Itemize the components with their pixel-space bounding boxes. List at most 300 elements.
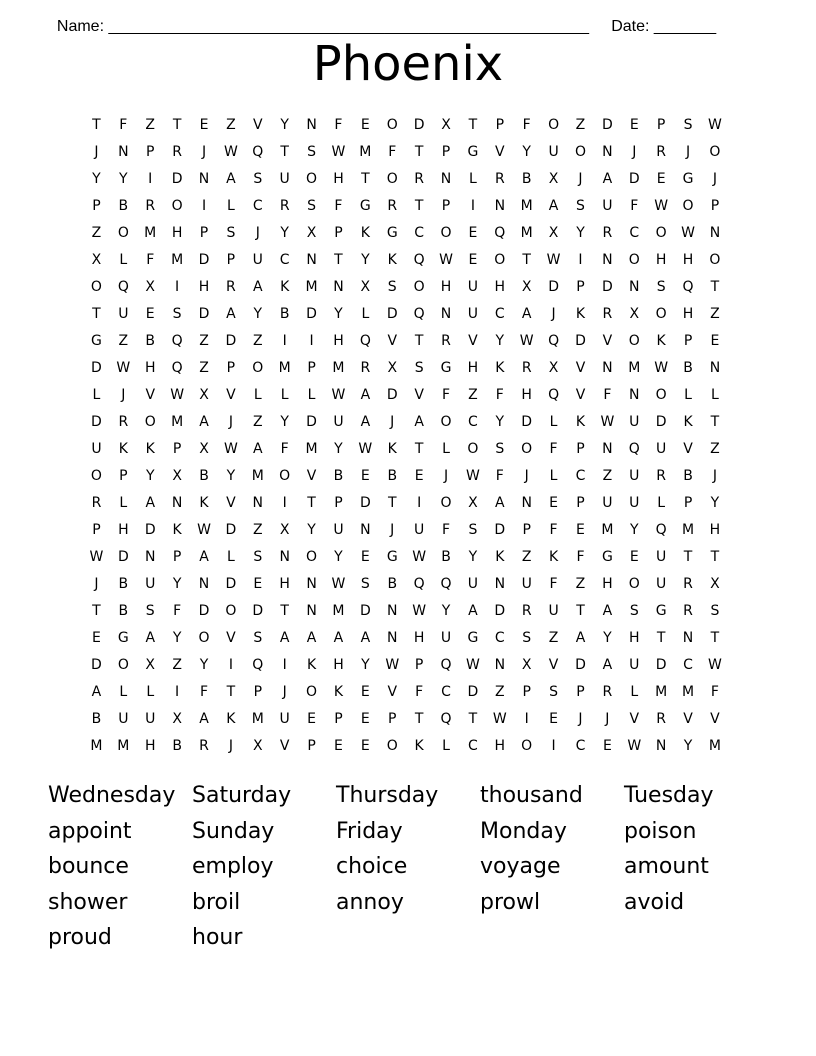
grid-letter: M <box>171 252 184 268</box>
grid-row <box>83 220 728 247</box>
grid-row <box>83 247 728 274</box>
grid-letter: Z <box>468 387 478 403</box>
grid-letter: Y <box>361 252 370 268</box>
grid-letter: E <box>145 306 155 322</box>
grid-letter: B <box>333 468 344 484</box>
grid-letter: J <box>390 522 395 538</box>
grid-letter: H <box>144 360 156 376</box>
grid-letter: V <box>226 495 236 511</box>
grid-letter: Z <box>575 117 586 133</box>
grid-letter: V <box>226 630 236 646</box>
grid-letter: A <box>199 549 209 565</box>
grid-letter: P <box>441 144 451 160</box>
grid-letter: S <box>710 603 720 619</box>
grid-letter: D <box>198 306 210 322</box>
grid-letter: X <box>172 711 182 727</box>
grid-letter: N <box>709 225 721 241</box>
grid-letter: Y <box>468 549 478 565</box>
grid-letter: W <box>223 441 238 457</box>
grid-letter: J <box>551 306 556 322</box>
grid-letter: X <box>468 495 478 511</box>
name-label: Name: <box>56 18 109 35</box>
word-list-item: Sunday <box>192 818 275 844</box>
grid-letter: C <box>575 468 586 484</box>
grid-letter: I <box>201 198 207 214</box>
grid-letter: W <box>170 387 185 403</box>
grid-row <box>83 166 728 193</box>
grid-letter: U <box>279 711 290 727</box>
grid-letter: O <box>306 684 318 700</box>
grid-letter: X <box>360 279 371 295</box>
grid-letter: N <box>387 603 398 619</box>
grid-letter: R <box>521 360 532 376</box>
grid-letter: K <box>387 252 397 268</box>
grid-letter: F <box>630 198 639 214</box>
grid-letter: T <box>576 603 585 619</box>
grid-letter: Y <box>92 171 101 187</box>
word-list-item: Tuesday <box>624 783 714 808</box>
grid-letter: Y <box>145 468 155 484</box>
grid-letter: U <box>279 171 290 187</box>
date-label: Date: <box>588 18 654 35</box>
grid-letter: S <box>253 549 263 565</box>
grid-letter: O <box>655 387 667 403</box>
grid-letter: Q <box>440 576 452 592</box>
grid-letter: Y <box>334 441 343 457</box>
grid-letter: L <box>307 387 316 403</box>
grid-letter: A <box>602 603 613 619</box>
word-list-item: hour <box>192 925 243 950</box>
grid-letter: Y <box>495 333 505 349</box>
grid-letter: Q <box>655 522 667 538</box>
grid-letter: Y <box>307 522 316 538</box>
grid-letter: X <box>548 225 559 241</box>
grid-row <box>83 679 728 706</box>
grid-letter: D <box>575 657 586 673</box>
grid-letter: W <box>116 360 131 376</box>
grid-letter: H <box>682 252 694 268</box>
name-blank[interactable]: ______________________________________________________ <box>108 18 589 35</box>
grid-letter: T <box>414 711 424 727</box>
grid-letter: H <box>628 630 640 646</box>
grid-letter: O <box>682 198 694 214</box>
grid-letter: O <box>521 738 533 754</box>
grid-letter: W <box>519 333 534 349</box>
grid-letter: Q <box>413 576 425 592</box>
grid-letter: L <box>119 252 128 268</box>
grid-letter: Q <box>440 657 452 673</box>
grid-letter: W <box>412 549 427 565</box>
grid-letter: N <box>629 387 640 403</box>
grid-letter: P <box>307 360 316 376</box>
grid-letter: W <box>331 576 346 592</box>
grid-letter: P <box>495 117 505 133</box>
grid-letter: U <box>145 711 156 727</box>
grid-letter: Q <box>494 225 506 241</box>
grid-letter: X <box>279 522 290 538</box>
grid-letter: O <box>90 468 102 484</box>
word-list-item: shower <box>48 889 128 915</box>
grid-letter: V <box>710 711 720 727</box>
grid-letter: H <box>440 279 452 295</box>
grid-letter: I <box>282 657 287 673</box>
grid-letter: T <box>522 252 531 268</box>
grid-letter: W <box>492 711 507 727</box>
grid-letter: U <box>467 306 479 322</box>
grid-letter: P <box>92 198 101 214</box>
grid-row <box>83 355 728 382</box>
grid-letter: Y <box>576 225 585 241</box>
letter-grid <box>83 112 728 760</box>
grid-letter: S <box>253 171 263 187</box>
grid-letter: M <box>332 603 345 619</box>
word-list-item: Monday <box>480 818 567 844</box>
grid-letter: L <box>549 468 558 484</box>
grid-letter: T <box>710 549 720 565</box>
grid-row <box>83 139 728 166</box>
grid-letter: L <box>92 387 101 403</box>
grid-row <box>83 571 728 598</box>
grid-letter: N <box>682 630 694 646</box>
grid-letter: R <box>656 144 667 160</box>
grid-letter: I <box>470 198 475 214</box>
grid-letter: P <box>576 495 585 511</box>
grid-letter: V <box>575 387 586 403</box>
grid-letter: C <box>441 684 451 700</box>
grid-letter: T <box>683 549 693 565</box>
grid-letter: D <box>225 576 237 592</box>
grid-letter: F <box>415 684 424 700</box>
grid-letter: I <box>282 495 287 511</box>
grid-letter: N <box>387 630 398 646</box>
grid-letter: E <box>576 522 585 538</box>
grid-letter: W <box>331 387 346 403</box>
grid-row <box>83 490 728 517</box>
word-list-item: avoid <box>624 889 685 915</box>
grid-letter: A <box>360 387 371 403</box>
grid-letter: A <box>199 711 209 727</box>
grid-letter: K <box>172 522 182 538</box>
grid-letter: Z <box>252 414 263 430</box>
grid-letter: P <box>119 468 128 484</box>
grid-letter: T <box>656 630 666 646</box>
grid-letter: Z <box>252 522 263 538</box>
grid-letter: T <box>414 198 424 214</box>
grid-letter: X <box>252 738 263 754</box>
grid-letter: Y <box>280 117 289 133</box>
grid-letter: O <box>144 414 156 430</box>
grid-letter: N <box>306 576 317 592</box>
grid-letter: D <box>225 522 237 538</box>
grid-letter: W <box>465 468 480 484</box>
grid-letter: R <box>683 603 693 619</box>
date-blank[interactable]: _______ <box>653 18 717 35</box>
grid-row <box>83 328 728 355</box>
grid-letter: N <box>252 495 264 511</box>
grid-letter: J <box>712 468 717 484</box>
grid-letter: D <box>494 603 506 619</box>
word-list <box>48 778 768 956</box>
grid-letter: J <box>443 468 449 484</box>
grid-letter: A <box>468 603 478 619</box>
grid-letter: V <box>468 333 478 349</box>
grid-letter: D <box>91 414 102 430</box>
grid-letter: Q <box>117 279 129 295</box>
grid-letter: P <box>683 495 693 511</box>
grid-letter: T <box>280 144 289 160</box>
grid-letter: A <box>306 630 317 646</box>
grid-letter: E <box>414 468 424 484</box>
grid-letter: U <box>118 711 129 727</box>
grid-letter: O <box>252 360 264 376</box>
grid-letter: G <box>682 171 694 187</box>
grid-letter: A <box>199 414 209 430</box>
grid-letter: V <box>145 387 156 403</box>
grid-letter: W <box>197 522 211 538</box>
grid-letter: P <box>226 360 236 376</box>
grid-letter: D <box>494 522 506 538</box>
grid-letter: Y <box>603 630 612 646</box>
grid-row <box>83 112 728 139</box>
grid-letter: D <box>467 684 479 700</box>
grid-letter: O <box>225 603 237 619</box>
grid-letter: N <box>198 576 210 592</box>
grid-letter: S <box>549 684 559 700</box>
grid-letter: U <box>656 576 667 592</box>
grid-letter: E <box>92 630 101 646</box>
grid-letter: E <box>360 711 370 727</box>
grid-letter: H <box>467 360 479 376</box>
grid-letter: C <box>575 738 586 754</box>
grid-letter: U <box>656 549 667 565</box>
grid-letter: W <box>627 738 642 754</box>
grid-letter: G <box>601 549 613 565</box>
grid-letter: C <box>414 225 425 241</box>
grid-letter: K <box>548 549 559 565</box>
grid-letter: C <box>252 198 263 214</box>
grid-letter: V <box>602 333 613 349</box>
grid-letter: V <box>306 468 317 484</box>
grid-letter: M <box>251 468 264 484</box>
word-list-item: choice <box>336 854 408 879</box>
grid-letter: M <box>655 684 668 700</box>
word-list-item: Thursday <box>336 783 439 808</box>
grid-letter: B <box>387 576 398 592</box>
grid-letter: F <box>388 144 397 160</box>
grid-letter: G <box>91 333 102 349</box>
grid-letter: O <box>548 117 560 133</box>
grid-letter: U <box>548 603 559 619</box>
grid-letter: B <box>521 171 532 187</box>
grid-letter: E <box>710 333 720 349</box>
grid-letter: D <box>521 414 533 430</box>
grid-letter: T <box>414 441 424 457</box>
grid-letter: R <box>494 171 505 187</box>
grid-letter: K <box>145 441 155 457</box>
grid-letter: O <box>279 468 291 484</box>
grid-letter: A <box>495 495 505 511</box>
grid-letter: T <box>92 306 101 322</box>
word-list-item: Friday <box>336 818 403 844</box>
grid-letter: D <box>171 171 183 187</box>
grid-letter: O <box>628 576 640 592</box>
grid-letter: X <box>306 225 317 241</box>
grid-letter: C <box>468 738 478 754</box>
grid-letter: F <box>710 684 719 700</box>
grid-letter: E <box>307 711 316 727</box>
grid-letter: W <box>465 657 480 673</box>
grid-letter: U <box>629 657 640 673</box>
grid-letter: B <box>118 576 129 592</box>
grid-letter: R <box>521 603 532 619</box>
grid-letter: D <box>117 549 129 565</box>
grid-letter: H <box>602 576 613 592</box>
grid-letter: J <box>201 144 207 160</box>
grid-letter: X <box>145 279 156 295</box>
grid-letter: D <box>252 603 264 619</box>
grid-letter: U <box>521 576 532 592</box>
grid-letter: Q <box>440 711 452 727</box>
grid-letter: A <box>91 684 102 700</box>
grid-letter: Q <box>413 252 425 268</box>
grid-row <box>83 625 728 652</box>
grid-letter: K <box>226 711 236 727</box>
grid-letter: Z <box>118 333 129 349</box>
grid-letter: N <box>602 252 613 268</box>
word-list-item: prowl <box>480 889 541 915</box>
grid-letter: E <box>468 252 478 268</box>
grid-letter: U <box>91 441 102 457</box>
grid-row <box>83 544 728 571</box>
grid-letter: J <box>94 576 99 592</box>
grid-letter: F <box>495 468 504 484</box>
grid-letter: Y <box>629 522 639 538</box>
grid-letter: L <box>280 387 289 403</box>
grid-letter: A <box>145 630 156 646</box>
grid-letter: D <box>628 171 640 187</box>
grid-letter: K <box>199 495 209 511</box>
grid-letter: G <box>467 144 479 160</box>
grid-letter: N <box>602 441 613 457</box>
grid-letter: C <box>629 225 640 241</box>
grid-letter: F <box>576 549 585 565</box>
grid-letter: B <box>683 360 693 376</box>
grid-letter: T <box>361 171 370 187</box>
grid-letter: N <box>118 144 129 160</box>
grid-letter: D <box>548 279 559 295</box>
grid-letter: K <box>118 441 128 457</box>
grid-letter: Y <box>199 657 209 673</box>
grid-letter: N <box>306 117 317 133</box>
grid-letter: Z <box>226 117 236 133</box>
grid-letter: W <box>654 360 669 376</box>
word-list-item: Saturday <box>192 783 292 808</box>
grid-letter: L <box>442 738 450 754</box>
grid-letter: F <box>441 387 451 403</box>
grid-letter: S <box>495 441 505 457</box>
grid-letter: F <box>549 576 558 592</box>
grid-letter: Z <box>710 441 720 457</box>
grid-letter: E <box>334 738 343 754</box>
grid-letter: Y <box>495 414 505 430</box>
grid-letter: N <box>494 657 506 673</box>
grid-letter: J <box>712 171 717 187</box>
grid-letter: W <box>331 144 346 160</box>
grid-letter: R <box>414 171 424 187</box>
grid-letter: D <box>655 657 667 673</box>
grid-letter: A <box>226 306 236 322</box>
grid-letter: I <box>175 684 180 700</box>
grid-letter: N <box>333 279 344 295</box>
grid-letter: O <box>467 441 479 457</box>
grid-letter: L <box>119 495 128 511</box>
grid-letter: Y <box>226 468 236 484</box>
grid-letter: J <box>578 171 583 187</box>
grid-letter: S <box>387 279 397 295</box>
grid-letter: A <box>521 306 532 322</box>
grid-letter: A <box>575 630 586 646</box>
grid-letter: V <box>253 117 263 133</box>
grid-letter: G <box>117 630 129 646</box>
grid-letter: U <box>602 495 613 511</box>
grid-letter: B <box>145 333 156 349</box>
grid-letter: J <box>524 468 529 484</box>
grid-letter: R <box>602 225 613 241</box>
grid-letter: G <box>386 225 398 241</box>
grid-letter: O <box>386 117 398 133</box>
grid-letter: D <box>144 522 156 538</box>
grid-letter: X <box>199 387 209 403</box>
grid-letter: P <box>92 522 101 538</box>
grid-letter: O <box>628 333 640 349</box>
grid-letter: S <box>145 603 155 619</box>
grid-letter: L <box>469 171 477 187</box>
grid-letter: N <box>602 144 613 160</box>
grid-letter: G <box>440 360 452 376</box>
grid-letter: Y <box>334 306 343 322</box>
grid-letter: O <box>494 252 506 268</box>
grid-letter: C <box>683 657 693 673</box>
grid-letter: A <box>360 414 371 430</box>
grid-letter: H <box>144 738 156 754</box>
grid-letter: Y <box>361 657 370 673</box>
grid-letter: M <box>332 360 345 376</box>
grid-letter: N <box>198 171 210 187</box>
grid-letter: W <box>358 441 373 457</box>
grid-letter: T <box>226 684 236 700</box>
grid-letter: R <box>145 198 156 214</box>
grid-letter: V <box>226 387 236 403</box>
grid-row <box>83 652 728 679</box>
grid-letter: M <box>681 522 695 538</box>
grid-letter: Z <box>495 684 505 700</box>
grid-letter: V <box>575 360 586 376</box>
grid-letter: F <box>334 198 343 214</box>
grid-letter: F <box>119 117 128 133</box>
grid-letter: J <box>94 144 99 160</box>
grid-letter: D <box>413 117 425 133</box>
grid-letter: N <box>279 549 290 565</box>
grid-letter: D <box>91 360 102 376</box>
grid-letter: U <box>333 414 344 430</box>
grid-letter: P <box>576 684 585 700</box>
grid-letter: U <box>118 306 129 322</box>
grid-letter: L <box>226 549 235 565</box>
grid-letter: V <box>495 144 505 160</box>
grid-row <box>83 517 728 544</box>
grid-letter: S <box>468 522 478 538</box>
word-list-item: appoint <box>48 818 132 844</box>
